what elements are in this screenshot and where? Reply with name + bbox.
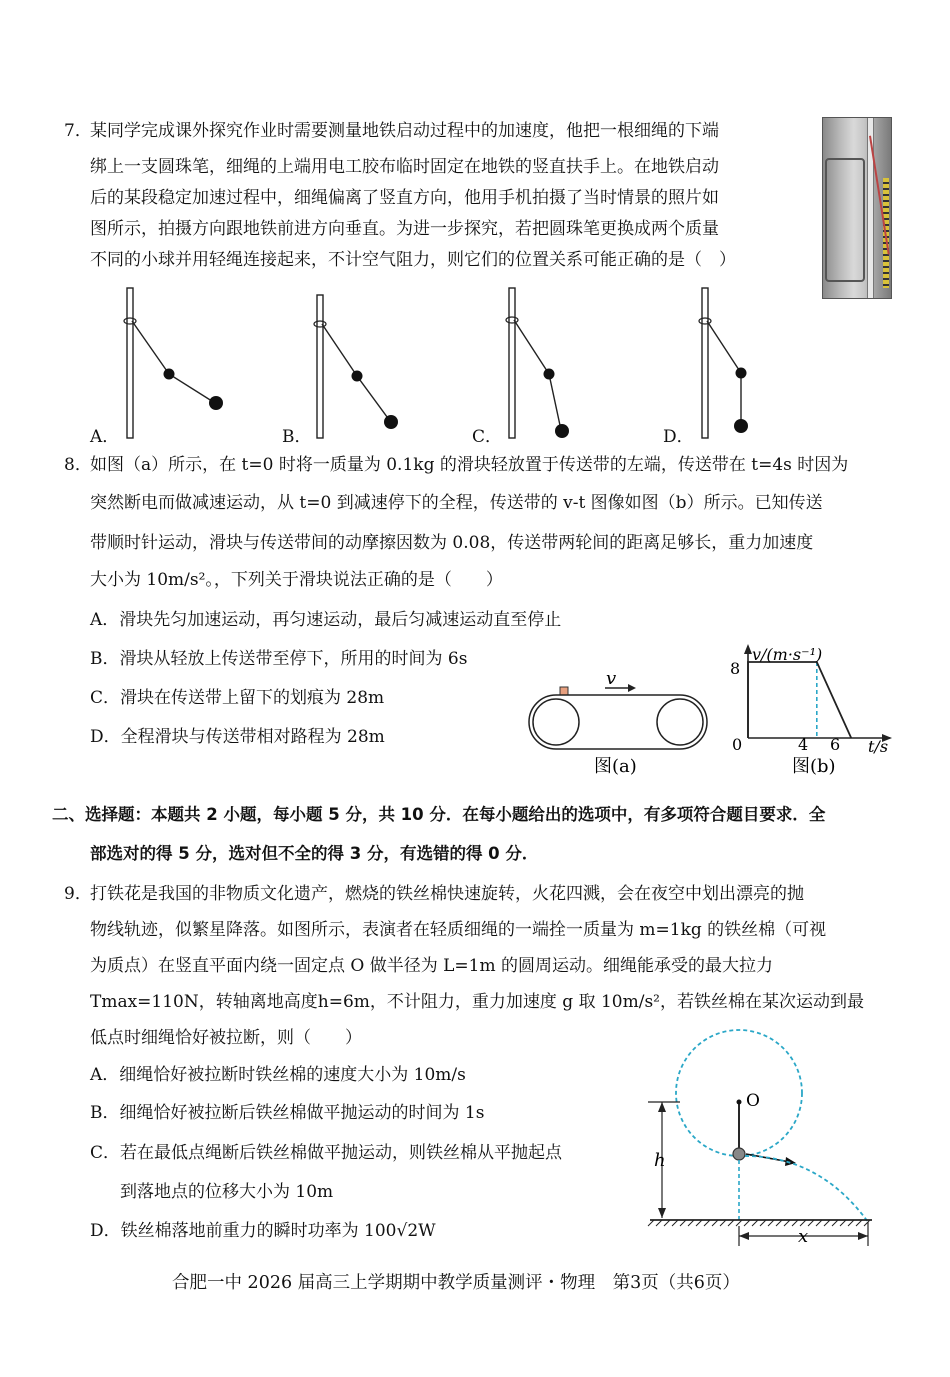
range-label: x bbox=[798, 1226, 809, 1247]
q9-text-line-3: 为质点）在竖直平面内绕一固定点 O 做半径为 L=1m 的圆周运动。细绳能承受的最大拉力 bbox=[90, 956, 774, 976]
q7-text-line-2: 绑上一支圆珠笔，细绳的上端用电工胶布临时固定在地铁的竖直扶手上。在地铁启动 bbox=[90, 157, 719, 177]
q7-text-line-5: 不同的小球并用轻绳连接起来，不计空气阻力，则它们的位置关系可能正确的是（ ） bbox=[90, 250, 736, 270]
q9-option-b: B．细绳恰好被拉断后铁丝棉做平抛运动的时间为 1s bbox=[90, 1103, 485, 1123]
option-c-diagram bbox=[506, 288, 569, 438]
page-footer: 合肥一中 2026 届高三上学期期中教学质量测评・物理 第3页（共6页） bbox=[172, 1273, 740, 1293]
q9-text-line-5: 低点时细绳恰好被拉断，则（ ） bbox=[90, 1028, 362, 1048]
q7-option-d-label: D． bbox=[663, 427, 694, 447]
fig-b-caption: 图(b) bbox=[792, 756, 836, 777]
vt-graph bbox=[728, 640, 898, 780]
option-b-diagram bbox=[314, 295, 398, 438]
option-d-diagram bbox=[699, 288, 748, 438]
belt-velocity-label: v bbox=[606, 668, 617, 689]
q8-option-d: D．全程滑块与传送带相对路程为 28m bbox=[90, 727, 385, 747]
q9-text-line-1: 打铁花是我国的非物质文化遗产，燃烧的铁丝棉快速旋转，火花四溅，会在夜空中划出漂亮的抛 bbox=[90, 884, 804, 904]
q8-option-a: A．滑块先匀加速运动，再匀速运动，最后匀减速运动直至停止 bbox=[90, 610, 562, 630]
q7-text-line-3: 后的某段稳定加速过程中，细绳偏离了竖直方向，他用手机拍摄了当时情景的照片如 bbox=[90, 188, 719, 208]
height-label: h bbox=[654, 1150, 666, 1171]
q8-text-line-4: 大小为 10m/s²。，下列关于滑块说法正确的是（ ） bbox=[90, 570, 503, 590]
q7-number: 7． bbox=[64, 121, 92, 141]
q9-option-a: A．细绳恰好被拉断时铁丝棉的速度大小为 10m/s bbox=[90, 1065, 466, 1085]
x-axis-label: t/s bbox=[868, 737, 889, 756]
q9-option-d: D．铁丝棉落地前重力的瞬时功率为 100√2W bbox=[90, 1221, 436, 1241]
projectile-path bbox=[745, 1156, 868, 1222]
x-tick-4: 4 bbox=[798, 735, 809, 754]
q7-option-diagrams bbox=[0, 0, 950, 460]
option-a-diagram bbox=[124, 288, 223, 438]
q7-option-b-label: B． bbox=[282, 427, 312, 447]
q9-text-line-2: 物线轨迹，似繁星降落。如图所示，表演者在轻质细绳的一端拴一质量为 m=1kg 的铁丝棉（可视 bbox=[90, 920, 827, 940]
q8-number: 8． bbox=[64, 455, 92, 475]
q9-number: 9． bbox=[64, 884, 92, 904]
steel-wool-ball bbox=[733, 1148, 745, 1160]
q9-option-c-cont: 到落地点的位移大小为 10m bbox=[120, 1182, 334, 1202]
x-tick-6: 6 bbox=[830, 735, 841, 754]
y-axis-arrow bbox=[744, 644, 752, 654]
q7-text-line-4: 图所示，拍摄方向跟地铁前进方向垂直。为进一步探究，若把圆珠笔更换成两个质量 bbox=[90, 219, 719, 239]
y-axis-label: v/(m·s⁻¹) bbox=[752, 645, 823, 664]
q7-option-a-label: A． bbox=[90, 427, 120, 447]
q8-text-line-3: 带顺时针运动，滑块与传送带间的动摩擦因数为 0.08，传送带两轮间的距离足够长，重力加速度 bbox=[90, 533, 814, 553]
q8-text-line-2: 突然断电而做减速运动，从 t=0 到减速停下的全程，传送带的 v-t 图像如图（b）所示。已知传送 bbox=[90, 493, 823, 513]
q8-option-c: C．滑块在传送带上留下的划痕为 28m bbox=[90, 688, 385, 708]
q8-text-line-1: 如图（a）所示，在 t=0 时将一质量为 0.1kg 的滑块轻放置于传送带的左端，传送带在 t=4s 时因为 bbox=[90, 455, 849, 475]
point-o-label: O bbox=[746, 1091, 760, 1111]
q7-text-line-1: 某同学完成课外探究作业时需要测量地铁启动过程中的加速度，他把一根细绳的下端 bbox=[90, 121, 719, 141]
velocity-series-line bbox=[748, 662, 851, 738]
circular-motion-figure bbox=[640, 1030, 880, 1250]
q8-option-b: B．滑块从轻放上传送带至停下，所用的时间为 6s bbox=[90, 649, 468, 669]
section2-heading-line-2: 部选对的得 5 分，选对但不全的得 3 分，有选错的得 0 分． bbox=[90, 844, 539, 863]
fig-a-caption: 图(a) bbox=[594, 756, 637, 777]
conveyor-belt-figure bbox=[530, 660, 710, 780]
y-tick-8: 8 bbox=[730, 659, 741, 678]
q9-option-c: C．若在最低点绳断后铁丝棉做平抛运动，则铁丝棉从平抛起点 bbox=[90, 1143, 563, 1163]
q7-option-c-label: C． bbox=[472, 427, 503, 447]
origin-label: 0 bbox=[732, 735, 743, 754]
section2-heading-line-1: 二、选择题：本题共 2 小题，每小题 5 分，共 10 分．在每小题给出的选项中，有多项符合题目要求．全 bbox=[52, 805, 826, 824]
q9-text-line-4: Tmax=110N，转轴离地高度h=6m，不计阻力，重力加速度 g 取 10m/s²，若铁丝棉在某次运动到最 bbox=[90, 992, 864, 1012]
